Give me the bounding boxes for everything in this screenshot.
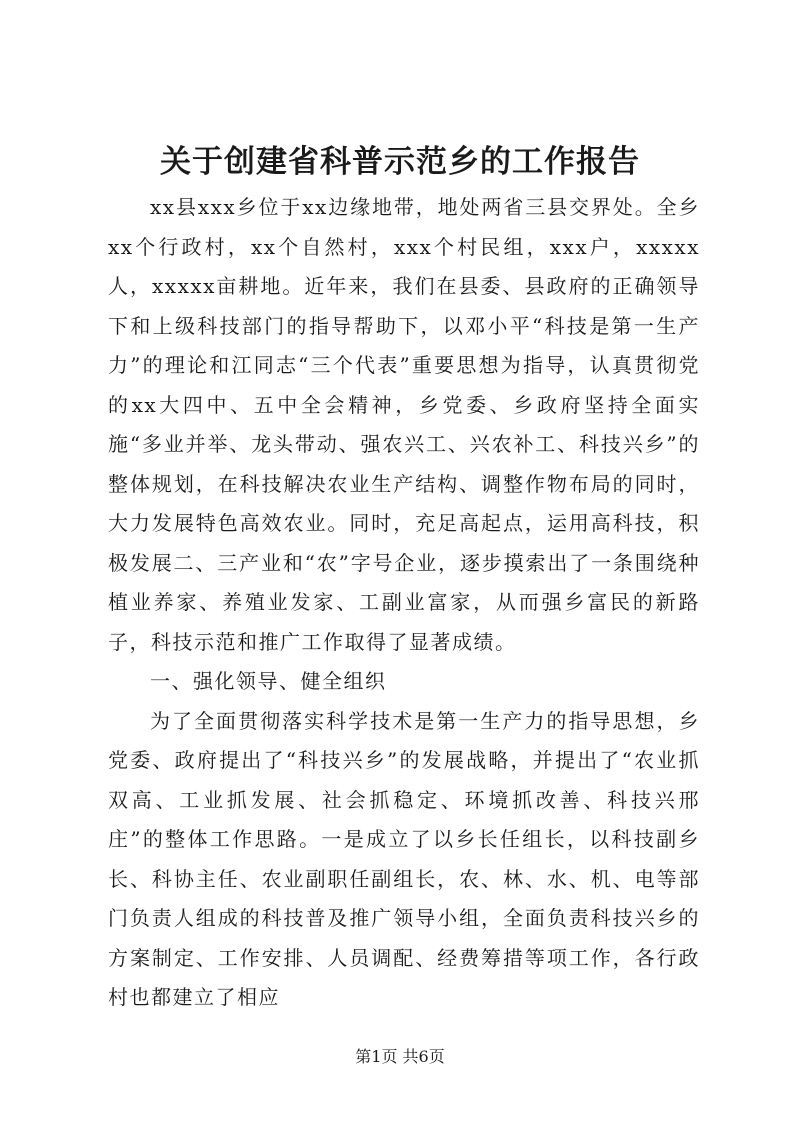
paragraph-intro: xx县xxx乡位于xx边缘地带，地处两省三县交界处。全乡xx个行政村，xx个自然村，xxx个村民组，xxx户，xxxxx人，xxxxx亩耕地。近年来，我们在县委、县政府的正确领导下和上级科技部门的指导帮助下，以邓小平“科技是第一生产力”的理论和江同志“三个代表”重要思想为指导，认真贯彻党的xx大四中、五中全会精神，乡党委、乡政府坚持全面实施“多业并举、龙头带动、强农兴工、兴农补工、科技兴乡”的整体规划，在科技解决农业生产结构、调整作物布局的同时，大力发展特色高效农业。同时，充足高起点，运用高科技，积极发展二、三产业和“农”字号企业，逐步摸索出了一条围绕种植业养家、养殖业发家、工副业富家，从而强乡富民的新路子，科技示范和推广工作取得了显著成绩。 bbox=[108, 195, 700, 654]
section-heading: 一、强化领导、健全组织 bbox=[150, 669, 387, 693]
document-title: 关于创建省科普示范乡的工作报告 bbox=[160, 144, 640, 180]
paragraph-section-one: 为了全面贯彻落实科学技术是第一生产力的指导思想，乡党委、政府提出了“科技兴乡”的发展战略，并提出了“农业抓双高、工业抓发展、社会抓稳定、环境抓改善、科技兴邢庄”的整体工作思路。一是成立了以乡长任组长，以科技副乡长、科协主任、农业副职任副组长，农、林、水、机、电等部门负责人组成的科技普及推广领导小组，全面负责科技兴乡的方案制定、工作安排、人员调配、经费筹措等项工作，各行政村也都建立了相应 bbox=[108, 708, 700, 1009]
document-body bbox=[108, 188, 700, 1018]
page-footer: 第1页 共6页 bbox=[355, 1047, 445, 1066]
